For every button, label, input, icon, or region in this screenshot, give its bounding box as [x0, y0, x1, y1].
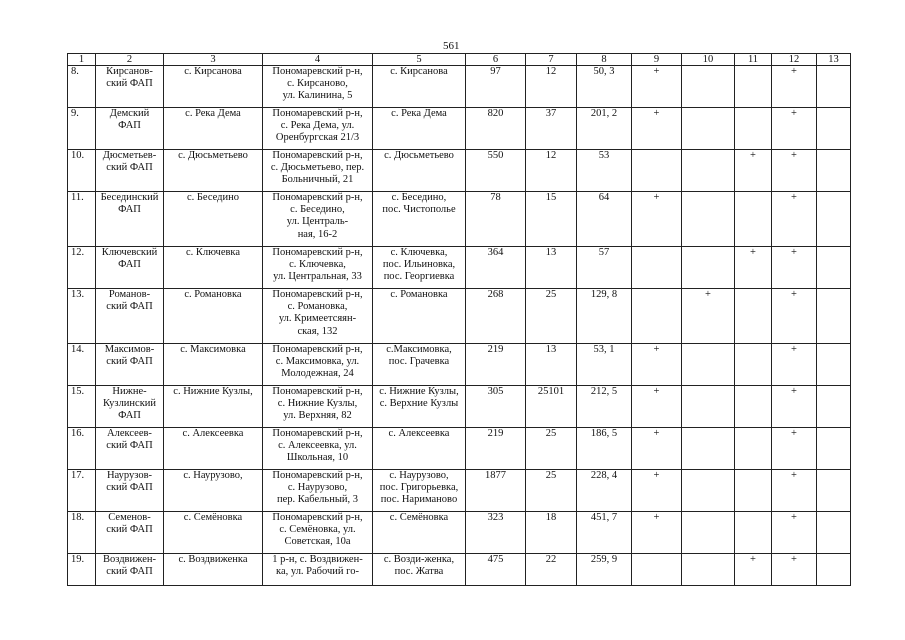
mark-col-13: [817, 344, 851, 386]
table-row: [68, 386, 851, 428]
distance: 25: [526, 428, 577, 470]
mark-col-10: [682, 428, 735, 470]
row-number: 11.: [68, 192, 96, 247]
column-number-header: 9: [632, 54, 682, 66]
settlement: с. Семёновка: [164, 512, 263, 554]
mark-col-9: [632, 150, 682, 192]
distance: 18: [526, 512, 577, 554]
facility-name: Романов- ский ФАП: [96, 289, 164, 344]
served-settlements: с. Семёновка: [373, 512, 466, 554]
row-number: 10.: [68, 150, 96, 192]
table-row: [68, 192, 851, 247]
row-number: 16.: [68, 428, 96, 470]
mark-col-10: [682, 108, 735, 150]
population: 78: [466, 192, 526, 247]
area: 64: [577, 192, 632, 247]
column-number-header: 6: [466, 54, 526, 66]
facility-name: Бесединский ФАП: [96, 192, 164, 247]
mark-col-10: [682, 192, 735, 247]
mark-col-12: +: [772, 344, 817, 386]
mark-col-12: +: [772, 470, 817, 512]
row-number: 8.: [68, 66, 96, 108]
facility-name: Кирсанов- ский ФАП: [96, 66, 164, 108]
population: 97: [466, 66, 526, 108]
distance: 12: [526, 66, 577, 108]
address: Пономаревский р-н, с. Максимовка, ул. Молодежная, 24: [263, 344, 373, 386]
area: 212, 5: [577, 386, 632, 428]
table-row: [68, 289, 851, 344]
settlement: с. Алексеевка: [164, 428, 263, 470]
table-row: [68, 108, 851, 150]
served-settlements: с. Нижние Кузлы, с. Верхние Кузлы: [373, 386, 466, 428]
row-number: 12.: [68, 247, 96, 289]
mark-col-12: +: [772, 192, 817, 247]
settlement: с. Наурузово,: [164, 470, 263, 512]
row-number: 15.: [68, 386, 96, 428]
mark-col-10: [682, 554, 735, 586]
mark-col-13: [817, 512, 851, 554]
address: 1 р-н, с. Воздвижен- ка, ул. Рабочий го-: [263, 554, 373, 586]
distance: 25: [526, 289, 577, 344]
mark-col-13: [817, 428, 851, 470]
population: 268: [466, 289, 526, 344]
mark-col-12: +: [772, 247, 817, 289]
population: 364: [466, 247, 526, 289]
mark-col-10: [682, 386, 735, 428]
distance: 25: [526, 470, 577, 512]
mark-col-10: [682, 512, 735, 554]
mark-col-11: [735, 66, 772, 108]
mark-col-13: [817, 108, 851, 150]
distance: 37: [526, 108, 577, 150]
area: 50, 3: [577, 66, 632, 108]
distance: 12: [526, 150, 577, 192]
column-number-header: 12: [772, 54, 817, 66]
area: 186, 5: [577, 428, 632, 470]
population: 323: [466, 512, 526, 554]
mark-col-12: +: [772, 428, 817, 470]
address: Пономаревский р-н, с. Дюсьметьево, пер. Больничный, 21: [263, 150, 373, 192]
mark-col-9: +: [632, 192, 682, 247]
mark-col-11: [735, 192, 772, 247]
facility-name: Демский ФАП: [96, 108, 164, 150]
facility-name: Дюсметьев- ский ФАП: [96, 150, 164, 192]
mark-col-13: [817, 554, 851, 586]
mark-col-13: [817, 150, 851, 192]
table-row: [68, 512, 851, 554]
settlement: с. Романовка: [164, 289, 263, 344]
area: 451, 7: [577, 512, 632, 554]
row-number: 17.: [68, 470, 96, 512]
settlement: с. Беседино: [164, 192, 263, 247]
mark-col-11: [735, 428, 772, 470]
address: Пономаревский р-н, с. Река Дема, ул. Оренбургская 21/3: [263, 108, 373, 150]
served-settlements: с. Ключевка, пос. Ильиновка, пос. Георгиевка: [373, 247, 466, 289]
mark-col-11: [735, 344, 772, 386]
address: Пономаревский р-н, с. Кирсаново, ул. Калинина, 5: [263, 66, 373, 108]
table-row: [68, 470, 851, 512]
population: 550: [466, 150, 526, 192]
area: 201, 2: [577, 108, 632, 150]
column-number-header: 5: [373, 54, 466, 66]
mark-col-9: [632, 554, 682, 586]
mark-col-11: [735, 386, 772, 428]
mark-col-9: +: [632, 512, 682, 554]
mark-col-13: [817, 470, 851, 512]
row-number: 14.: [68, 344, 96, 386]
settlement: с. Нижние Кузлы,: [164, 386, 263, 428]
served-settlements: с. Дюсьметьево: [373, 150, 466, 192]
settlement: с. Река Дема: [164, 108, 263, 150]
served-settlements: с. Возди-женка, пос. Жатва: [373, 554, 466, 586]
served-settlements: с. Алексеевка: [373, 428, 466, 470]
area: 57: [577, 247, 632, 289]
served-settlements: с. Беседино, пос. Чистополье: [373, 192, 466, 247]
population: 219: [466, 344, 526, 386]
row-number: 19.: [68, 554, 96, 586]
mark-col-13: [817, 247, 851, 289]
facility-name: Воздвижен- ский ФАП: [96, 554, 164, 586]
mark-col-13: [817, 289, 851, 344]
mark-col-9: +: [632, 428, 682, 470]
area: 129, 8: [577, 289, 632, 344]
mark-col-12: +: [772, 386, 817, 428]
column-number-header: 8: [577, 54, 632, 66]
settlement: с. Максимовка: [164, 344, 263, 386]
column-number-header: 3: [164, 54, 263, 66]
area: 53: [577, 150, 632, 192]
mark-col-13: [817, 66, 851, 108]
table-row: [68, 66, 851, 108]
served-settlements: с. Кирсанова: [373, 66, 466, 108]
settlement: с. Ключевка: [164, 247, 263, 289]
mark-col-9: +: [632, 66, 682, 108]
facility-name: Нижне- Кузлинский ФАП: [96, 386, 164, 428]
area: 53, 1: [577, 344, 632, 386]
served-settlements: с. Наурузово, пос. Григорьевка, пос. Нариманово: [373, 470, 466, 512]
table-row: [68, 150, 851, 192]
table-row: [68, 344, 851, 386]
area: 228, 4: [577, 470, 632, 512]
mark-col-12: +: [772, 554, 817, 586]
facilities-table: [67, 53, 851, 586]
table-row: [68, 247, 851, 289]
facility-name: Ключевский ФАП: [96, 247, 164, 289]
mark-col-10: [682, 150, 735, 192]
column-number-header: 4: [263, 54, 373, 66]
mark-col-12: +: [772, 512, 817, 554]
column-number-header: 7: [526, 54, 577, 66]
page-number: 561: [443, 40, 460, 52]
mark-col-9: +: [632, 386, 682, 428]
distance: 22: [526, 554, 577, 586]
mark-col-13: [817, 386, 851, 428]
mark-col-9: [632, 247, 682, 289]
address: Пономаревский р-н, с. Семёновка, ул. Советская, 10а: [263, 512, 373, 554]
mark-col-11: +: [735, 150, 772, 192]
population: 1877: [466, 470, 526, 512]
address: Пономаревский р-н, с. Нижние Кузлы, ул. Верхняя, 82: [263, 386, 373, 428]
column-number-header: 1: [68, 54, 96, 66]
mark-col-10: [682, 66, 735, 108]
facility-name: Максимов- ский ФАП: [96, 344, 164, 386]
column-number-header: 10: [682, 54, 735, 66]
mark-col-11: +: [735, 554, 772, 586]
table-row: [68, 428, 851, 470]
population: 820: [466, 108, 526, 150]
mark-col-10: [682, 470, 735, 512]
mark-col-10: [682, 247, 735, 289]
settlement: с. Дюсьметьево: [164, 150, 263, 192]
mark-col-10: +: [682, 289, 735, 344]
facility-name: Семенов- ский ФАП: [96, 512, 164, 554]
column-number-row: [68, 54, 851, 66]
mark-col-9: +: [632, 344, 682, 386]
mark-col-11: +: [735, 247, 772, 289]
mark-col-12: +: [772, 108, 817, 150]
facility-name: Алексеев- ский ФАП: [96, 428, 164, 470]
mark-col-12: +: [772, 66, 817, 108]
area: 259, 9: [577, 554, 632, 586]
population: 305: [466, 386, 526, 428]
mark-col-10: [682, 344, 735, 386]
column-number-header: 11: [735, 54, 772, 66]
address: Пономаревский р-н, с. Беседино, ул. Централь- ная, 16-2: [263, 192, 373, 247]
row-number: 18.: [68, 512, 96, 554]
row-number: 9.: [68, 108, 96, 150]
mark-col-9: [632, 289, 682, 344]
column-number-header: 2: [96, 54, 164, 66]
distance: 13: [526, 344, 577, 386]
mark-col-11: [735, 470, 772, 512]
column-number-header: 13: [817, 54, 851, 66]
served-settlements: с. Романовка: [373, 289, 466, 344]
mark-col-12: +: [772, 289, 817, 344]
served-settlements: с. Река Дема: [373, 108, 466, 150]
address: Пономаревский р-н, с. Наурузово, пер. Кабельный, 3: [263, 470, 373, 512]
mark-col-9: +: [632, 470, 682, 512]
mark-col-9: +: [632, 108, 682, 150]
population: 475: [466, 554, 526, 586]
mark-col-13: [817, 192, 851, 247]
distance: 25101: [526, 386, 577, 428]
row-number: 13.: [68, 289, 96, 344]
settlement: с. Кирсанова: [164, 66, 263, 108]
distance: 15: [526, 192, 577, 247]
mark-col-11: [735, 289, 772, 344]
settlement: с. Воздвиженка: [164, 554, 263, 586]
population: 219: [466, 428, 526, 470]
distance: 13: [526, 247, 577, 289]
address: Пономаревский р-н, с. Романовка, ул. Кримеетсяян- ская, 132: [263, 289, 373, 344]
facility-name: Наурузов- ский ФАП: [96, 470, 164, 512]
mark-col-12: +: [772, 150, 817, 192]
address: Пономаревский р-н, с. Алексеевка, ул. Школьная, 10: [263, 428, 373, 470]
mark-col-11: [735, 108, 772, 150]
table-row: [68, 554, 851, 586]
mark-col-11: [735, 512, 772, 554]
address: Пономаревский р-н, с. Ключевка, ул. Центральная, 33: [263, 247, 373, 289]
served-settlements: с.Максимовка, пос. Грачевка: [373, 344, 466, 386]
